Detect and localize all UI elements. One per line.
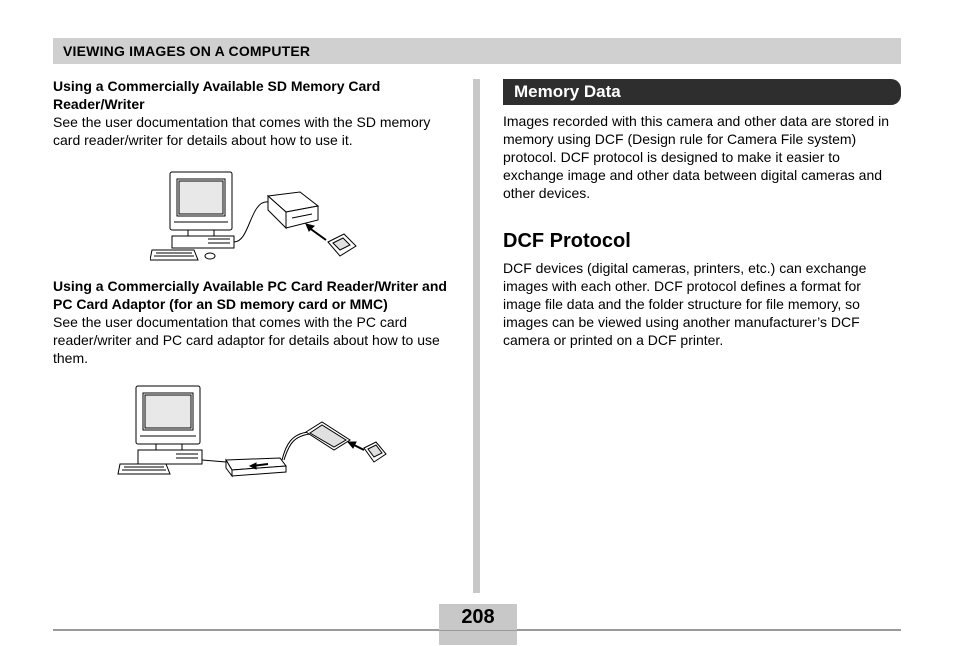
right-column [503,79,901,349]
header-bar [53,38,901,64]
left-column [53,78,453,149]
sd-reader-body: See the user documentation that comes with the SD memory card reader/writer for details about how to use it. [53,114,431,148]
dcf-protocol-title: DCF Protocol [503,230,631,252]
page-number: 208 [439,604,517,630]
header-title: VIEWING IMAGES ON A COMPUTER [63,43,311,59]
memory-data-title-bar [503,79,901,105]
pc-reader-body: See the user documentation that comes with the PC card reader/writer and PC card adaptor for details about how to use them. [53,314,440,366]
dcf-protocol-body: DCF devices (digital cameras, printers, etc.) can exchange images with each other. DCF protocol defines a format for image file data and the folder structure for file memory, so images can be viewed using another manufacturer’s DCF camera or printed on a DCF printer. [503,260,867,348]
left-column-lower [53,278,453,367]
memory-data-body: Images recorded with this camera and other data are stored in memory using DCF (Design rule for Camera File system) protocol. DCF protocol is designed to make it easier to exchange image and other data between digital cameras and other devices. [503,113,889,201]
memory-data-title: Memory Data [514,82,621,101]
column-divider [473,79,480,593]
page-number-strip [439,631,517,645]
computer-with-sd-card-reader-icon [150,170,360,262]
sd-reader-heading: Using a Commercially Available SD Memory Card Reader/Writer [53,78,381,112]
computer-with-pc-card-reader-icon [116,384,388,478]
pc-reader-heading: Using a Commercially Available PC Card Reader/Writer and PC Card Adaptor (for an SD memory card or MMC) [53,278,447,312]
